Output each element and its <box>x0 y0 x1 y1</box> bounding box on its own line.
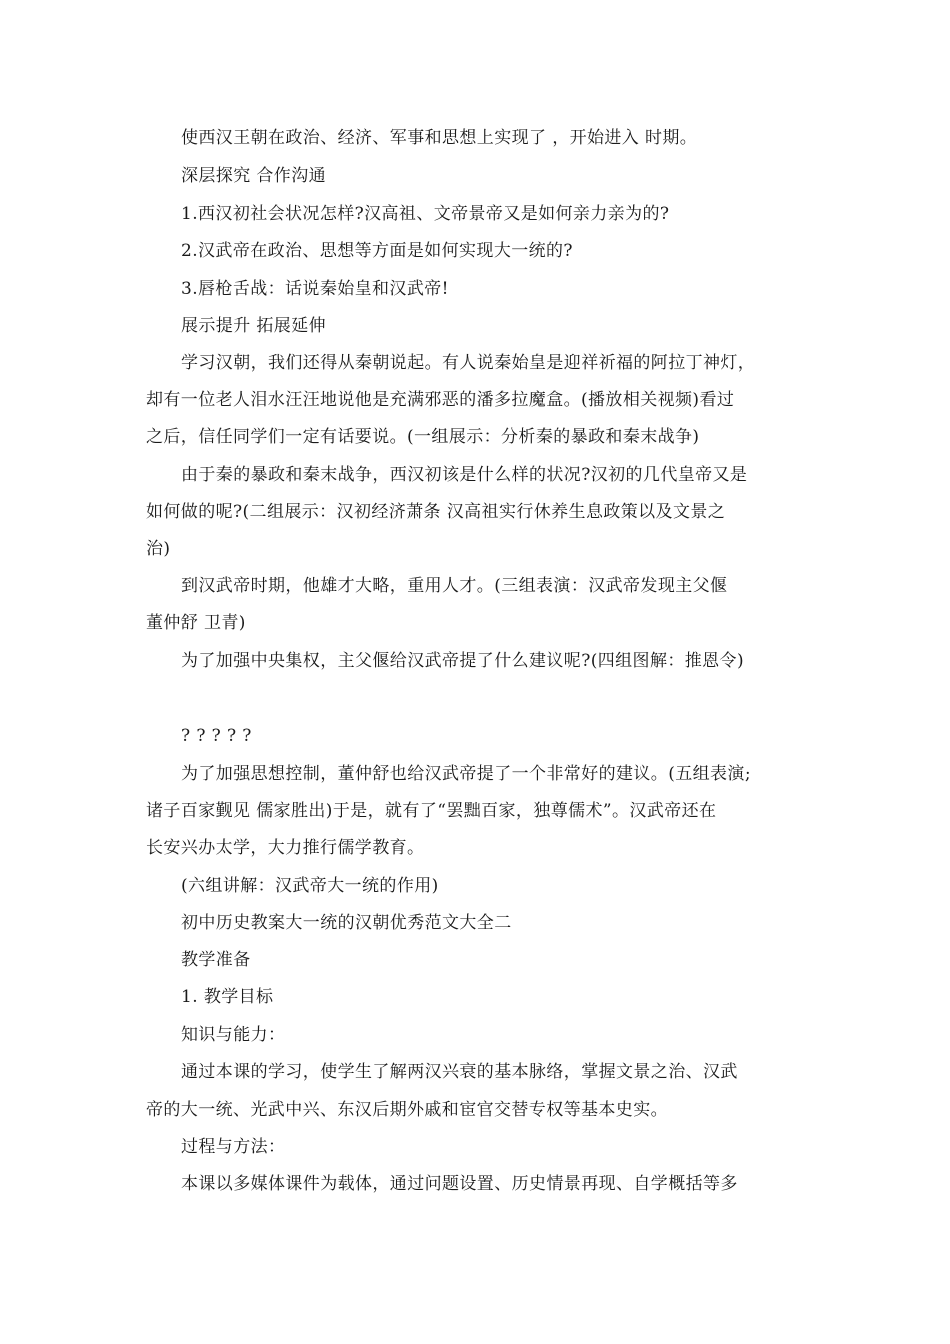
paragraph-line: 董仲舒 卫青) <box>146 613 246 633</box>
placeholder-marks: ? ? ? ? ? <box>181 726 252 746</box>
paragraph-line: 诸子百家觐见 儒家胜出)于是，就有了“罢黜百家，独尊儒术”。汉武帝还在 <box>146 801 717 821</box>
paragraph-line: 之后，信任同学们一定有话要说。(一组展示：分析秦的暴政和秦末战争) <box>146 427 700 447</box>
section-heading: 教学准备 <box>181 950 251 970</box>
paragraph-line: 通过本课的学习，使学生了解两汉兴衰的基本脉络，掌握文景之治、汉武 <box>181 1062 738 1082</box>
paragraph-line: 却有一位老人泪水汪汪地说他是充满邪恶的潘多拉魔盒。(播放相关视频)看过 <box>146 390 735 410</box>
paragraph-line: 帝的大一统、光武中兴、东汉后期外戚和宦官交替专权等基本史实。 <box>146 1100 668 1120</box>
paragraph-line: 治) <box>146 539 171 559</box>
section-heading: 深层探究 合作沟通 <box>181 166 327 186</box>
paragraph-line: 为了加强思想控制，董仲舒也给汉武帝提了一个非常好的建议。(五组表演; <box>181 764 751 784</box>
paragraph-line: 到汉武帝时期，他雄才大略，重用人才。(三组表演：汉武帝发现主父偃 <box>181 576 728 596</box>
paragraph-line: 本课以多媒体课件为载体，通过问题设置、历史情景再现、自学概括等多 <box>181 1174 738 1194</box>
subsection-heading: 知识与能力： <box>181 1025 286 1045</box>
list-item: 1.西汉初社会状况怎样?汉高祖、文帝景帝又是如何亲力亲为的? <box>181 204 670 224</box>
paragraph-line: 长安兴办太学，大力推行儒学教育。 <box>146 838 425 858</box>
document-title: 初中历史教案大一统的汉朝优秀范文大全二 <box>181 913 512 933</box>
subsection-heading: 1. 教学目标 <box>181 987 274 1007</box>
paragraph-line: 由于秦的暴政和秦末战争，西汉初该是什么样的状况?汉初的几代皇帝又是 <box>181 465 748 485</box>
paragraph-line: (六组讲解：汉武帝大一统的作用) <box>181 876 439 896</box>
subsection-heading: 过程与方法： <box>181 1137 286 1157</box>
paragraph-line: 如何做的呢?(二组展示：汉初经济萧条 汉高祖实行休养生息政策以及文景之 <box>146 502 726 522</box>
list-item: 2.汉武帝在政治、思想等方面是如何实现大一统的? <box>181 241 573 261</box>
paragraph-line: 学习汉朝，我们还得从秦朝说起。有人说秦始皇是迎祥祈福的阿拉丁神灯， <box>181 353 756 373</box>
text-line: 使西汉王朝在政治、经济、军事和思想上实现了 ，开始进入 时期。 <box>181 128 698 148</box>
section-heading: 展示提升 拓展延伸 <box>181 316 327 336</box>
paragraph-line: 为了加强中央集权，主父偃给汉武帝提了什么建议呢?(四组图解：推恩令) <box>181 651 744 671</box>
list-item: 3.唇枪舌战：话说秦始皇和汉武帝! <box>181 279 449 299</box>
